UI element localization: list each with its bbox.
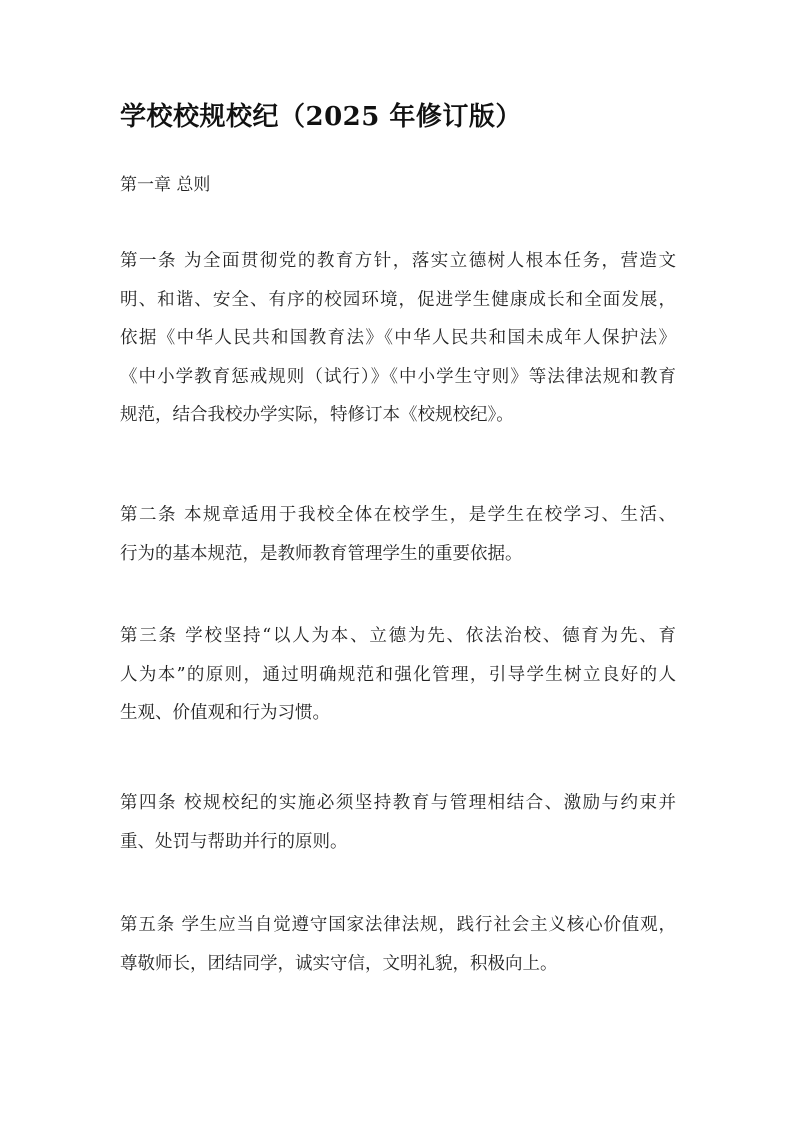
document-title: 学校校规校纪（2025 年修订版）: [120, 102, 522, 132]
article-line: 人为本”的原则，通过明确规范和强化管理，引导学生树立良好的人: [120, 664, 676, 685]
article-line: 规范，结合我校办学实际，特修订本《校规校纪》。: [120, 405, 514, 425]
article-line: 《中小学教育惩戒规则（试行）》《中小学生守则》等法律法规和教育: [120, 366, 676, 387]
chapter-heading: 第一章 总则: [120, 175, 211, 195]
article-line: 明、和谐、安全、有序的校园环境，促进学生健康成长和全面发展，: [120, 289, 676, 310]
article-line: 尊敬师长，团结同学，诚实守信，文明礼貌，积极向上。: [120, 953, 558, 974]
article-line: 第二条 本规章适用于我校全体在校学生，是学生在校学习、生活、: [120, 505, 676, 525]
article-line: 重、处罚与帮助并行的原则。: [120, 831, 348, 852]
article-line: 生观、价值观和行为习惯。: [120, 703, 330, 723]
article-line: 第一条 为全面贯彻党的教育方针，落实立德树人根本任务，营造文: [120, 251, 676, 271]
article-line: 第五条 学生应当自觉遵守国家法律法规，践行社会主义核心价值观，: [120, 915, 676, 935]
article-line: 依据《中华人民共和国教育法》《中华人民共和国未成年人保护法》: [120, 328, 676, 348]
article-2: [120, 496, 676, 573]
article-line: 第四条 校规校纪的实施必须坚持教育与管理相结合、激励与约束并: [120, 793, 676, 813]
article-5: [120, 906, 676, 983]
article-line: 第三条 学校坚持“以人为本、立德为先、依法治校、德育为先、育: [120, 626, 676, 646]
article-3: [120, 617, 676, 733]
article-line: 行为的基本规范，是教师教育管理学生的重要依据。: [120, 543, 523, 564]
article-1: [120, 242, 676, 435]
article-4: [120, 784, 676, 861]
